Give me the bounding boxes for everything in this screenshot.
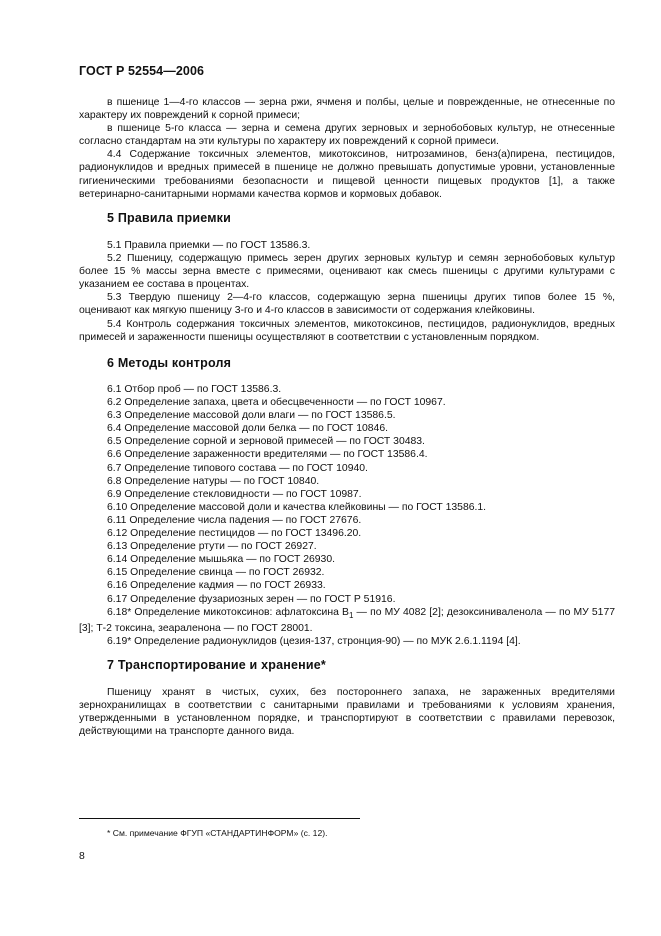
list-item: 6.14 Определение мышьяка — по ГОСТ 26930.	[107, 554, 335, 566]
clause: 5.3 Твердую пшеницу 2—4-го классов, содержащую зерна пшеницы других типов более 15 %, оценивают как мягкую пшеницу 3-го и 4-го классов в зависимости от содержания клейковины.	[79, 292, 615, 317]
list-item: 6.11 Определение числа падения — по ГОСТ 27676.	[107, 514, 362, 526]
methods-list	[79, 383, 616, 648]
section-body	[79, 239, 615, 344]
clause: 5.4 Контроль содержания токсичных элементов, микотоксинов, пестицидов, радионуклидов, вредных примесей и зараженности пшеницы осуществляют в соответствии с установленным порядком.	[79, 318, 615, 343]
list-item: 6.1 Отбор проб — по ГОСТ 13586.3.	[107, 384, 282, 395]
list-item: 6.15 Определение свинца — по ГОСТ 26932.	[107, 567, 325, 579]
list-item: 6.7 Определение типового состава — по ГОСТ 10940.	[107, 462, 368, 474]
paragraph: в пшенице 1—4-го классов — зерна ржи, ячменя и полбы, целые и поврежденные, не отнесенные по характеру их повреждений к сорной примеси;	[79, 97, 615, 122]
list-item: 6.16 Определение кадмия — по ГОСТ 26933.	[107, 580, 326, 592]
list-item: 6.2 Определение запаха, цвета и обесцвеченности — по ГОСТ 10967.	[107, 397, 446, 409]
section-heading: 6 Методы контроля	[107, 356, 232, 370]
section-heading: 5 Правила приемки	[107, 211, 231, 225]
list-item-text: 6.18* Определение микотоксинов: афлатоксина В	[107, 606, 349, 618]
list-item: 6.17 Определение фузариозных зерен — по ГОСТ Р 51916.	[107, 593, 396, 605]
list-item: 6.8 Определение натуры — по ГОСТ 10840.	[107, 475, 320, 487]
list-item: 6.5 Определение сорной и зерновой примесей — по ГОСТ 30483.	[107, 436, 425, 448]
list-item: 6.12 Определение пестицидов — по ГОСТ 13496.20.	[107, 528, 362, 540]
document-header: ГОСТ Р 52554—2006	[79, 64, 205, 78]
intro-text	[79, 96, 615, 201]
clause: 5.1 Правила приемки — по ГОСТ 13586.3.	[107, 240, 311, 251]
list-item: 6.9 Определение стекловидности — по ГОСТ 10987.	[107, 488, 362, 500]
list-item: 6.13 Определение ртути — по ГОСТ 26927.	[107, 541, 317, 553]
list-item-text: — по МУ 4082 [2]; дезоксиниваленола — по МУ 5177 [3]; Т-2 токсина, зеараленона — по ГОСТ 28001.	[79, 606, 616, 634]
paragraph: в пшенице 5-го класса — зерна и семена других зерновых и зернобобовых культур, не отнесенные согласно стандартам на эти культуры по характеру их повреждений к сорной примеси.	[79, 123, 615, 148]
list-item: 6.4 Определение массовой доли белка — по ГОСТ 10846.	[107, 423, 389, 435]
list-item: 6.10 Определение массовой доли и качества клейковины — по ГОСТ 13586.1.	[107, 501, 487, 513]
footnote: * См. примечание ФГУП «СТАНДАРТИНФОРМ» (с. 12).	[107, 828, 328, 838]
list-item	[79, 606, 615, 635]
section-heading: 7 Транспортирование и хранение*	[107, 658, 326, 672]
paragraph: 4.4 Содержание токсичных элементов, микотоксинов, нитрозаминов, бенз(а)пирена, пестицидов, радионуклидов и вредных примесей в пшенице не должно превышать допустимые уровни, установленные гигиеническими требованиями безопасности и пищевой ценности пищевых продуктов [1], а также ветеринарно-санитарными нормами качества кормов и кормовых добавок.	[79, 149, 615, 200]
page-number: 8	[79, 851, 85, 862]
list-item: 6.19* Определение радионуклидов (цезия-137, стронция-90) — по МУК 2.6.1.1194 [4].	[107, 635, 521, 647]
clause: 5.2 Пшеницу, содержащую примесь зерен других зерновых культур и семян зернобобовых культур более 15 % массы зерна вместе с примесями, оценивают как смесь пшеницы с другими культурами с указанием ее состава в процентах.	[79, 253, 615, 291]
section-body	[79, 686, 615, 738]
paragraph: Пшеницу хранят в чистых, сухих, без постороннего запаха, не зараженных вредителями зернохранилищах в соответствии с санитарными правилами и требованиями к условиям хранения, утвержденными в установленном порядке, и транспортируют в соответствии с правилами перевозок, действующими на транспорте данного вида.	[79, 687, 615, 738]
subscript: 1	[348, 610, 354, 620]
list-item: 6.3 Определение массовой доли влаги — по ГОСТ 13586.5.	[107, 410, 396, 422]
footnote-divider	[79, 818, 360, 819]
list-item: 6.6 Определение зараженности вредителями — по ГОСТ 13586.4.	[107, 449, 428, 461]
